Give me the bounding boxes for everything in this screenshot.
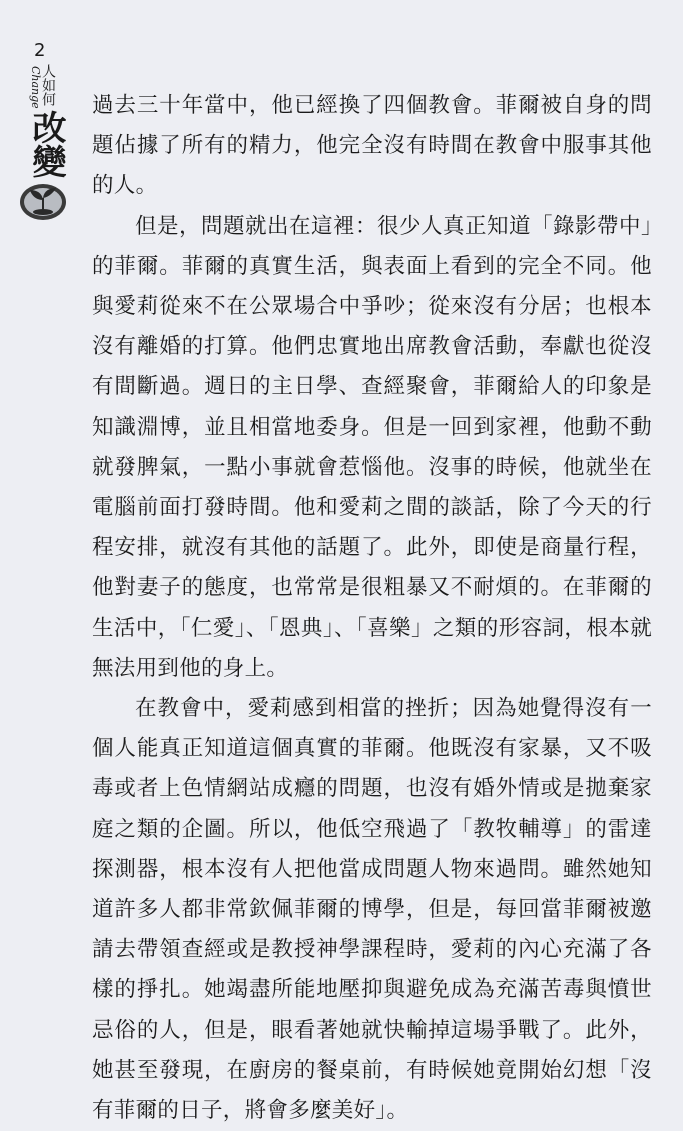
sprout-logo-icon bbox=[18, 178, 68, 222]
book-title-big: 改變 bbox=[26, 110, 66, 178]
book-title-small: 人如何 bbox=[40, 64, 56, 106]
paragraph: 過去三十年當中，他已經換了四個教會。菲爾被自身的問題佔據了所有的精力，他完全沒有時間在教會中服事其他的人。 bbox=[92, 93, 652, 199]
book-title-latin: Change bbox=[29, 66, 42, 109]
paragraph: 在教會中，愛莉感到相當的挫折；因為她覺得沒有一個人能真正知道這個真實的菲爾。他既沒有家暴，又不吸毒或者上色情網站成癮的問題，也沒有婚外情或是拋棄家庭之類的企圖。所以，他低空飛過了「教牧輔導」的雷達探測器，根本沒有人把他當成問題人物來過問。雖然她知道許多人都非常欽佩菲爾的博學，但是，每回當菲爾被邀請去帶領查經或是教授神學課程時，愛莉的內心充滿了各樣的掙扎。她竭盡所能地壓抑與避免成為充滿苦毒與憤世忌俗的人，但是，眼看著她就快輸掉這場爭戰了。此外，她甚至發現，在廚房的餐桌前，有時候她竟開始幻想「沒有菲爾的日子，將會多麼美好」。 bbox=[92, 696, 652, 1124]
body-text bbox=[92, 86, 652, 1131]
paragraph: 但是，問題就出在這裡：很少人真正知道「錄影帶中」的菲爾。菲爾的真實生活，與表面上看到的完全不同。他與愛莉從來不在公眾場合中爭吵；從來沒有分居；也根本沒有離婚的打算。他們忠實地出席教會活動，奉獻也從沒有間斷過。週日的主日學、查經聚會，菲爾給人的印象是知識淵博，並且相當地委身。但是一回到家裡，他動不動就發脾氣，一點小事就會惹惱他。沒事的時候，他就坐在電腦前面打發時間。他和愛莉之間的談話，除了今天的行程安排，就沒有其他的話題了。此外，即使是商量行程，他對妻子的態度，也常常是很粗暴又不耐煩的。在菲爾的生活中，「仁愛」、「恩典」、「喜樂」之類的形容詞，根本就無法用到他的身上。 bbox=[92, 213, 652, 681]
page-number: 2 bbox=[34, 40, 46, 61]
